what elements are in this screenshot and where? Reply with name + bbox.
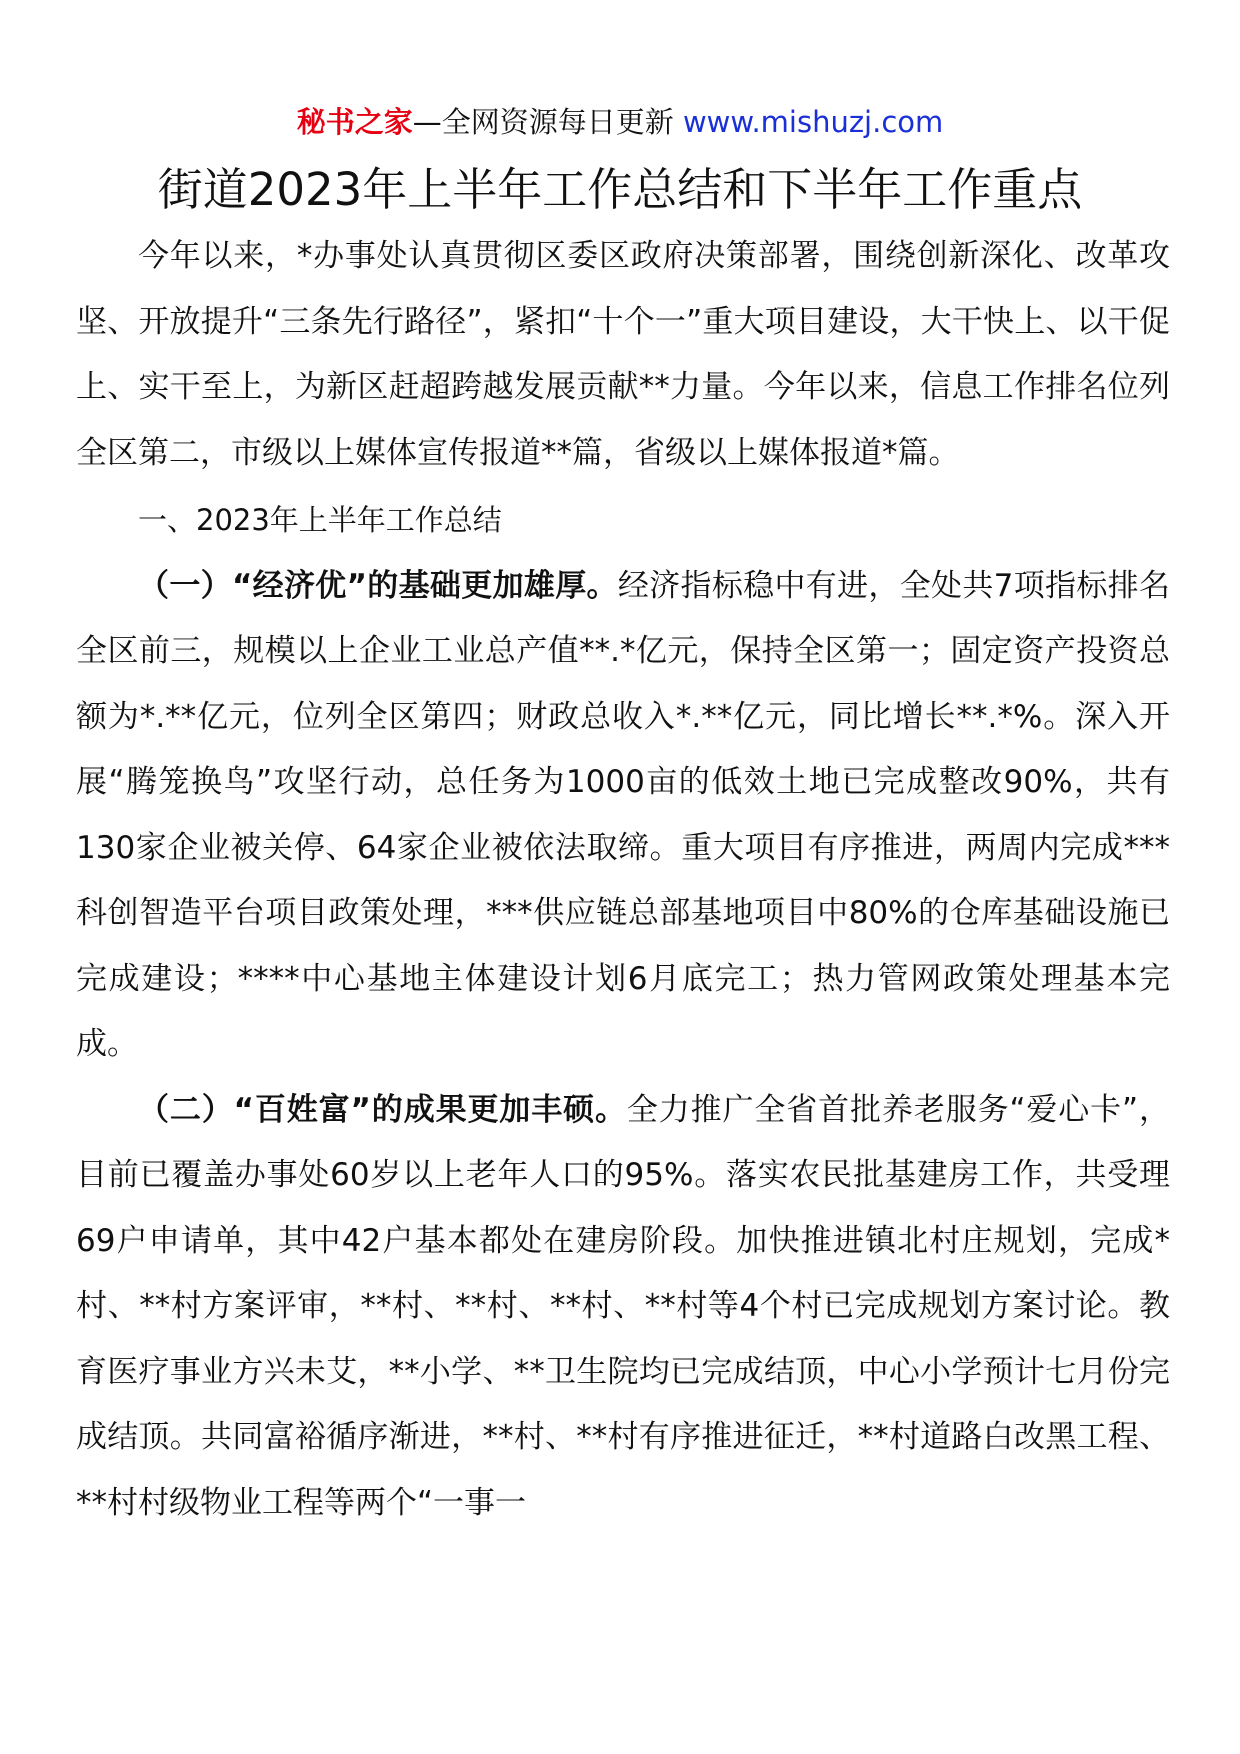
- site-tagline: —全网资源每日更新: [412, 105, 683, 139]
- document-body: [76, 224, 1170, 1536]
- item-text-prosperity: 全力推广全省首批养老服务“爱心卡”，目前已覆盖办事处60岁以上老年人口的95%。落实农民批基建房工作，共受理69户申请单，其中42户基本都处在建房阶段。加快推进镇北村庄规划，完成*村、**村方案评审，**村、**村、**村、**村等4个村已完成规划方案讨论。教育医疗事业方兴未艾，**小学、**卫生院均已完成结顶，中心小学预计七月份完成结顶。共同富裕循序渐进，**村、**村有序推进征迁，**村道路白改黑工程、**村村级物业工程等两个“一事一: [76, 1091, 1170, 1521]
- intro-paragraph: 今年以来，*办事处认真贯彻区委区政府决策部署，围绕创新深化、改革攻坚、开放提升“三条先行路径”，紧扣“十个一”重大项目建设，大干快上、以干促上、实干至上，为新区赶超跨越发展贡献**力量。今年以来，信息工作排名位列全区第二，市级以上媒体宣传报道**篇，省级以上媒体报道*篇。: [76, 238, 1170, 471]
- item-text-economy: 经济指标稳中有进，全处共7项指标排名全区前三，规模以上企业工业总产值**.*亿元，保持全区第一；固定资产投资总额为*.**亿元，位列全区第四；财政总收入*.**亿元，同比增长**.*%。深入开展“腾笼换鸟”攻坚行动，总任务为1000亩的低效土地已完成整改90%，共有130家企业被关停、64家企业被依法取缔。重大项目有序推进，两周内完成***科创智造平台项目政策处理，***供应链总部基地项目中80%的仓库基础设施已完成建设；****中心基地主体建设计划6月底完工；热力管网政策处理基本完成。: [76, 567, 1170, 1062]
- section-heading: 一、2023年上半年工作总结: [138, 503, 502, 537]
- item-lead-prosperity: （二）“百姓富”的成果更加丰硕。: [138, 1091, 627, 1128]
- item-lead-economy: （一）“经济优”的基础更加雄厚。: [138, 567, 618, 604]
- site-header: [0, 102, 1240, 142]
- item-paragraph-economy: [76, 554, 1170, 1078]
- site-brand: 秘书之家: [296, 105, 413, 139]
- item-paragraph-prosperity: [76, 1078, 1170, 1537]
- site-url-link[interactable]: www.mishuzj.com: [682, 105, 944, 139]
- document-title: 街道2023年上半年工作总结和下半年工作重点: [157, 163, 1083, 216]
